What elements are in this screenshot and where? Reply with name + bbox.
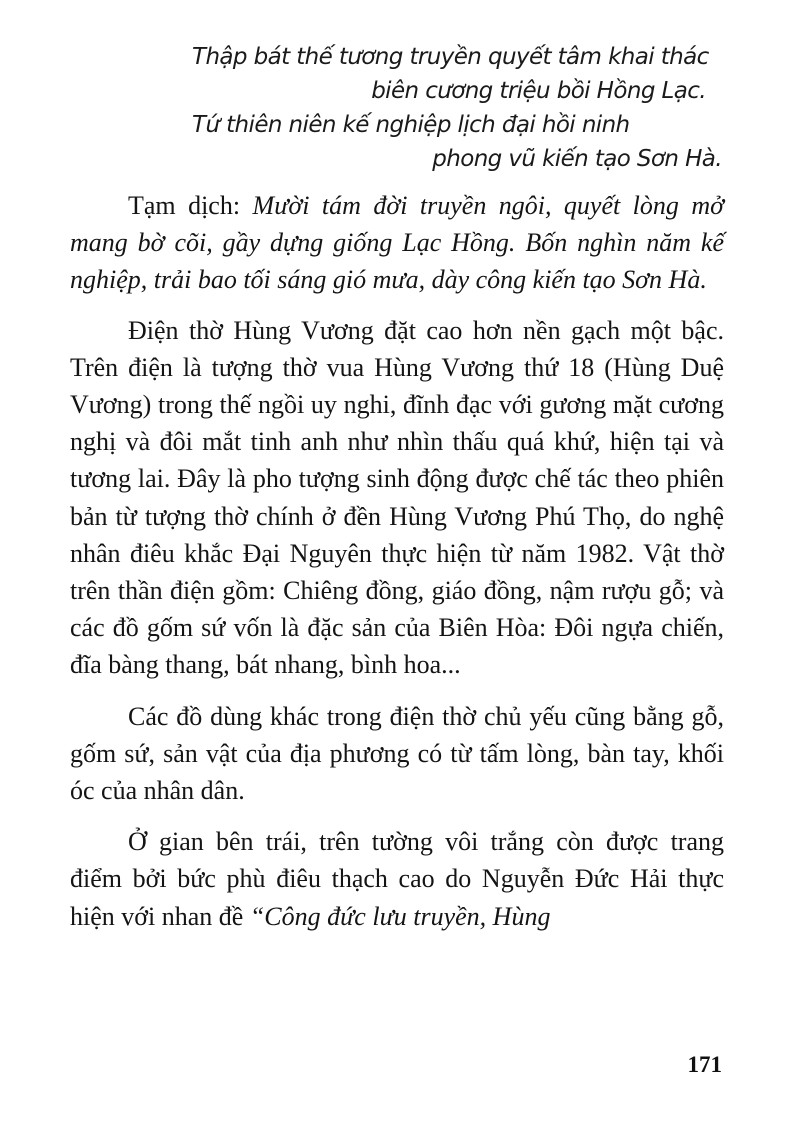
relief-title: “Công đức lưu truyền, Hùng [249, 901, 551, 931]
poem-line-3: Tứ thiên niên kế nghiệp lịch đại hồi ninh [192, 112, 630, 138]
translation-text: Mười tám đời truyền ngôi, quyết lòng mở mang bờ cõi, gầy dựng giống Lạc Hồng. Bốn nghìn năm kế nghiệp, trải bao tối sáng gió mưa, dày công kiến tạo Sơn Hà. [70, 191, 724, 295]
poem-line-2: biên cương triệu bồi Hồng Lạc. [371, 78, 706, 104]
translation-label: Tạm dịch: [128, 191, 241, 220]
poem-block [70, 40, 724, 176]
objects-paragraph: Các đồ dùng khác trong điện thờ chủ yếu cũng bằng gỗ, gốm sứ, sản vật của địa phương có từ tấm lòng, bàn tay, khối óc của nhân dân. [70, 701, 724, 806]
translation-paragraph [70, 187, 724, 299]
poem-line-1: Thập bát thế tương truyền quyết tâm khai thác [192, 44, 709, 70]
shrine-paragraph: Điện thờ Hùng Vương đặt cao hơn nền gạch một bậc. Trên điện là tượng thờ vua Hùng Vương thứ 18 (Hùng Duệ Vương) trong thế ngồi uy nghi, đĩnh đạc với gương mặt cương nghị và đôi mắt tinh anh như nhìn thấu quá khứ, hiện tại và tương lai. Đây là pho tượng sinh động được chế tác theo phiên bản từ tượng thờ chính ở đền Hùng Vương Phú Thọ, do nghệ nhân điêu khắc Đại Nguyên thực hiện từ năm 1982. Vật thờ trên thần điện gồm: Chiêng đồng, giáo đồng, nậm rượu gỗ; và các đồ gốm sứ vốn là đặc sản của Biên Hòa: Đôi ngựa chiến, đĩa bàng thang, bát nhang, bình hoa... [70, 315, 724, 680]
book-page [70, 40, 724, 1100]
poem-line-4: phong vũ kiến tạo Sơn Hà. [432, 146, 722, 172]
left-hall-text: Ở gian bên trái, trên tường vôi trắng còn được trang điểm bởi bức phù điêu thạch cao do Nguyễn Đức Hải thực hiện với nhan đề [70, 827, 724, 931]
page-number: 171 [687, 1052, 722, 1077]
left-hall-paragraph [70, 823, 724, 935]
